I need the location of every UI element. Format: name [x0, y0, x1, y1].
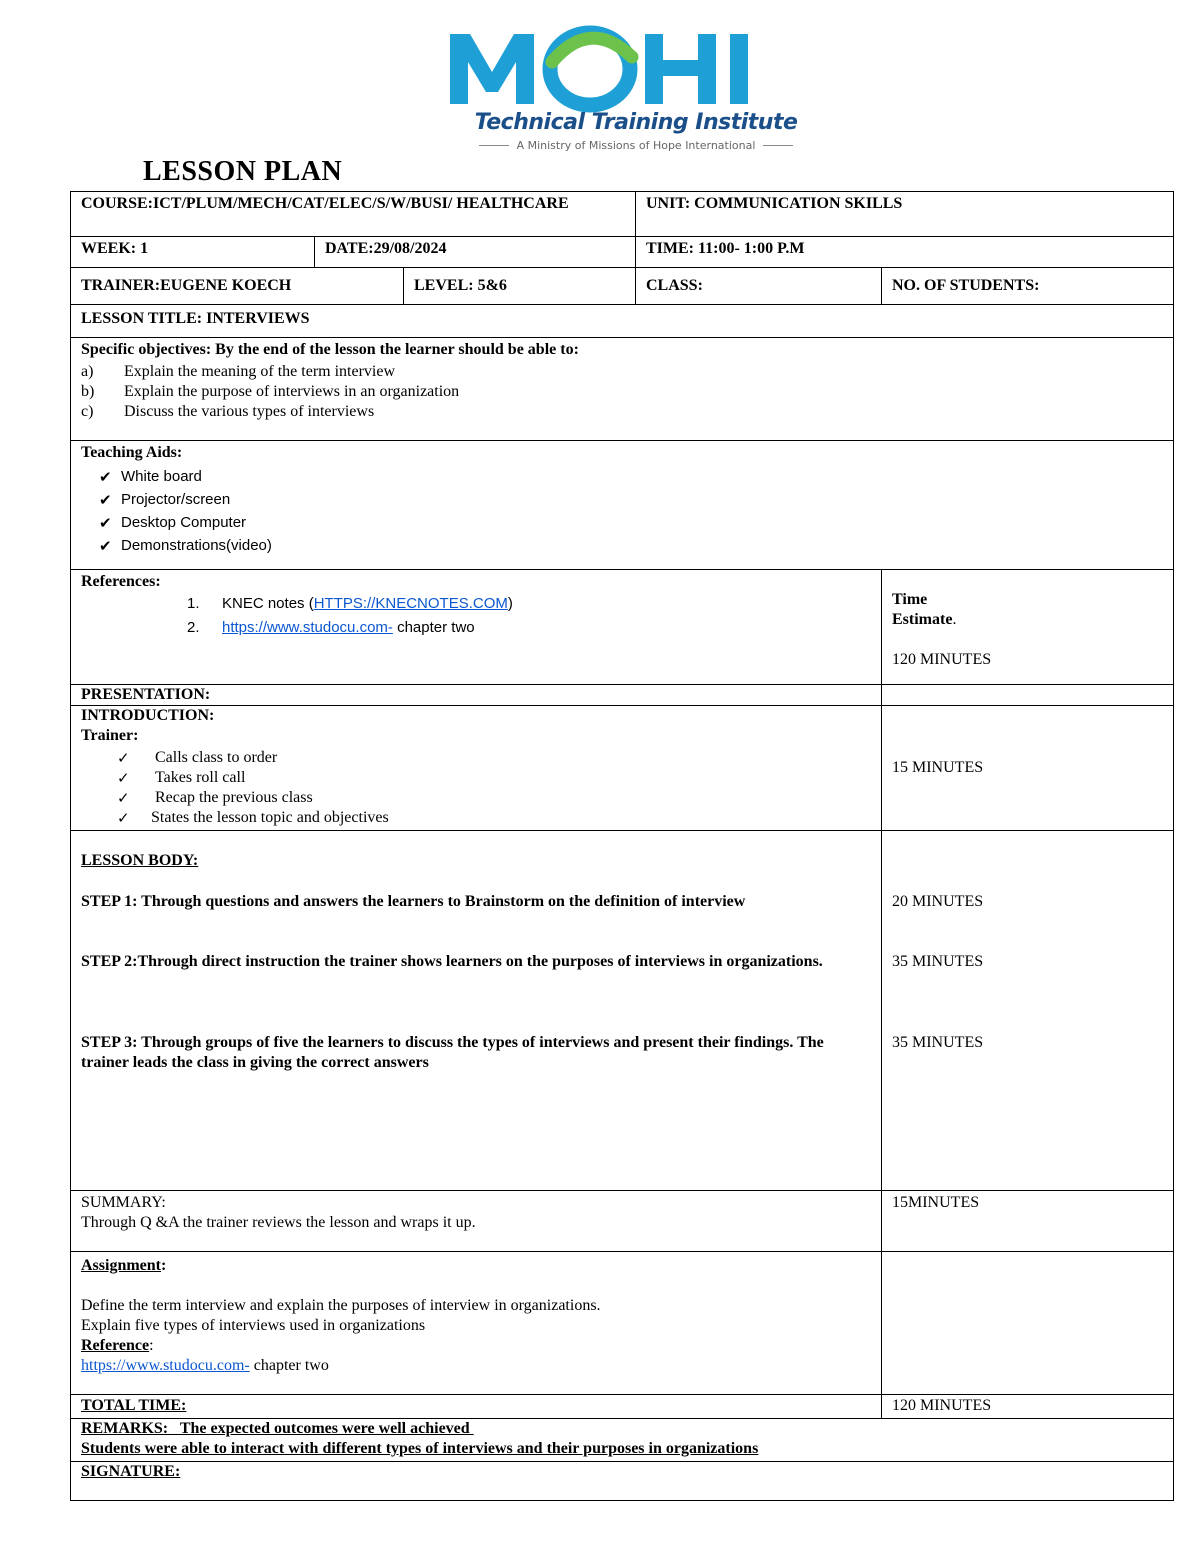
total-estimate: 120 MINUTES	[892, 651, 992, 668]
teaching-aids-list	[99, 465, 1163, 557]
assignment-reference: https://www.studocu.com- chapter two	[81, 1357, 329, 1374]
summary-text: Through Q &A the trainer reviews the lesson and wraps it up.	[81, 1214, 476, 1231]
signature-cell: SIGNATURE:	[71, 1462, 1174, 1501]
introduction-time: 15 MINUTES	[882, 706, 1174, 831]
list-item: ✔ Demonstrations(video)	[99, 536, 272, 555]
lesson-title: LESSON TITLE: INTERVIEWS	[71, 305, 1174, 338]
references-cell	[71, 570, 882, 685]
total-time-value: 120 MINUTES	[882, 1395, 1174, 1419]
presentation-row	[71, 685, 1174, 706]
check-icon: ✓	[117, 789, 130, 807]
students-cell: NO. OF STUDENTS:	[882, 268, 1174, 305]
list-item: ✓ States the lesson topic and objectives	[117, 809, 389, 827]
level-cell: LEVEL: 5&6	[404, 268, 636, 305]
time-estimate-cell	[882, 570, 1174, 685]
assignment-cell	[71, 1252, 882, 1395]
lesson-plan-table	[70, 191, 1174, 1501]
lesson-title-row	[71, 305, 1174, 338]
step-3-time: 35 MINUTES	[892, 1034, 984, 1051]
signature-row	[71, 1462, 1174, 1501]
teaching-aids-heading: Teaching Aids:	[81, 444, 183, 461]
references-list	[187, 594, 871, 642]
check-icon: ✔	[99, 467, 112, 486]
introduction-row	[71, 706, 1174, 831]
lesson-body-heading: LESSON BODY:	[81, 852, 199, 869]
check-icon: ✓	[117, 809, 130, 827]
objectives-heading: Specific objectives: By the end of the lesson the learner should be able to:	[81, 341, 579, 358]
step-1-time: 20 MINUTES	[892, 893, 984, 910]
assignment-line-2: Explain five types of interviews used in organizations	[81, 1317, 426, 1334]
total-time-label: TOTAL TIME:	[71, 1395, 882, 1419]
list-item: a) Explain the meaning of the term interview	[81, 363, 396, 380]
unit-cell: UNIT: COMMUNICATION SKILLS	[636, 192, 1174, 237]
step-2-time: 35 MINUTES	[892, 953, 984, 970]
list-item: ✔ Desktop Computer	[99, 513, 247, 532]
course-cell: COURSE:ICT/PLUM/MECH/CAT/ELEC/S/W/BUSI/ HEALTHCARE	[71, 192, 636, 237]
list-item: ✓ Calls class to order	[117, 749, 278, 767]
teaching-aids-row	[71, 441, 1174, 570]
studocu-link[interactable]: https://www.studocu.com-	[222, 619, 393, 636]
step-3: STEP 3: Through groups of five the learners to discuss the types of interviews and present their findings. The trainer leads the class in giving the correct answers	[81, 1034, 824, 1071]
knec-link[interactable]: HTTPS://KNECNOTES.COM	[313, 595, 508, 612]
summary-cell	[71, 1191, 882, 1252]
summary-row	[71, 1191, 1174, 1252]
time-label: Time	[892, 591, 928, 608]
lesson-body-row	[71, 831, 1174, 1191]
list-item: ✔ Projector/screen	[99, 490, 231, 509]
page-title: LESSON PLAN	[143, 156, 343, 187]
references-row	[71, 570, 1174, 685]
list-item: ✓ Takes roll call	[117, 769, 246, 787]
objectives-list	[81, 362, 1163, 422]
logo-tagline: A Ministry of Missions of Hope International	[446, 139, 826, 152]
objectives-cell	[71, 338, 1174, 441]
summary-time: 15MINUTES	[882, 1191, 1174, 1252]
list-item: c) Discuss the various types of interviews	[81, 403, 375, 420]
check-icon: ✓	[117, 749, 130, 767]
check-icon: ✔	[99, 513, 112, 532]
objectives-row	[71, 338, 1174, 441]
check-icon: ✔	[99, 490, 112, 509]
lesson-body-times	[882, 831, 1174, 1191]
list-item: 1. KNEC notes (HTTPS://KNECNOTES.COM)	[187, 595, 513, 612]
mohi-logo	[440, 22, 840, 162]
list-item: b) Explain the purpose of interviews in an organization	[81, 383, 460, 400]
presentation-heading: PRESENTATION:	[71, 685, 882, 706]
references-heading: References:	[81, 573, 161, 590]
date-cell: DATE:29/08/2024	[315, 237, 636, 268]
estimate-label-line: Estimate.	[892, 611, 957, 628]
remarks-cell	[71, 1419, 1174, 1462]
trainer-heading: Trainer:	[81, 727, 139, 744]
list-item: ✔ White board	[99, 467, 202, 486]
step-1: STEP 1: Through questions and answers the learners to Brainstorm on the definition of interview	[81, 893, 746, 910]
remarks-line-2: Students were able to interact with different types of interviews and their purposes in organizations	[81, 1440, 759, 1457]
trainer-cell: TRAINER:EUGENE KOECH	[71, 268, 404, 305]
class-cell: CLASS:	[636, 268, 882, 305]
logo-subtitle: Technical Training Institute	[474, 110, 798, 135]
empty-cell	[882, 685, 1174, 706]
time-cell: TIME: 11:00- 1:00 P.M	[636, 237, 1174, 268]
introduction-cell	[71, 706, 882, 831]
total-time-row	[71, 1395, 1174, 1419]
teaching-aids-cell	[71, 441, 1174, 570]
lesson-body-cell	[71, 831, 882, 1191]
empty-cell	[882, 1252, 1174, 1395]
assignment-row	[71, 1252, 1174, 1395]
remarks-row	[71, 1419, 1174, 1462]
summary-heading: SUMMARY:	[81, 1194, 166, 1211]
list-item: 2. https://www.studocu.com- chapter two	[187, 619, 475, 636]
assignment-studocu-link[interactable]: https://www.studocu.com-	[81, 1357, 250, 1374]
assignment-heading-line: Assignment:	[81, 1257, 167, 1274]
assignment-reference-heading: Reference:	[81, 1337, 154, 1354]
remarks-line-1: REMARKS: The expected outcomes were well achieved	[81, 1420, 474, 1437]
week-cell: WEEK: 1	[71, 237, 315, 268]
assignment-line-1: Define the term interview and explain the purposes of interview in organizations.	[81, 1297, 601, 1314]
list-item: ✓ Recap the previous class	[117, 789, 313, 807]
step-2: STEP 2:Through direct instruction the trainer shows learners on the purposes of interviews in organizations.	[81, 953, 823, 970]
introduction-list	[117, 748, 871, 828]
check-icon: ✔	[99, 536, 112, 555]
trainer-row	[71, 268, 1174, 305]
check-icon: ✓	[117, 769, 130, 787]
introduction-heading: INTRODUCTION:	[81, 707, 215, 724]
week-row	[71, 237, 1174, 268]
course-row	[71, 192, 1174, 237]
